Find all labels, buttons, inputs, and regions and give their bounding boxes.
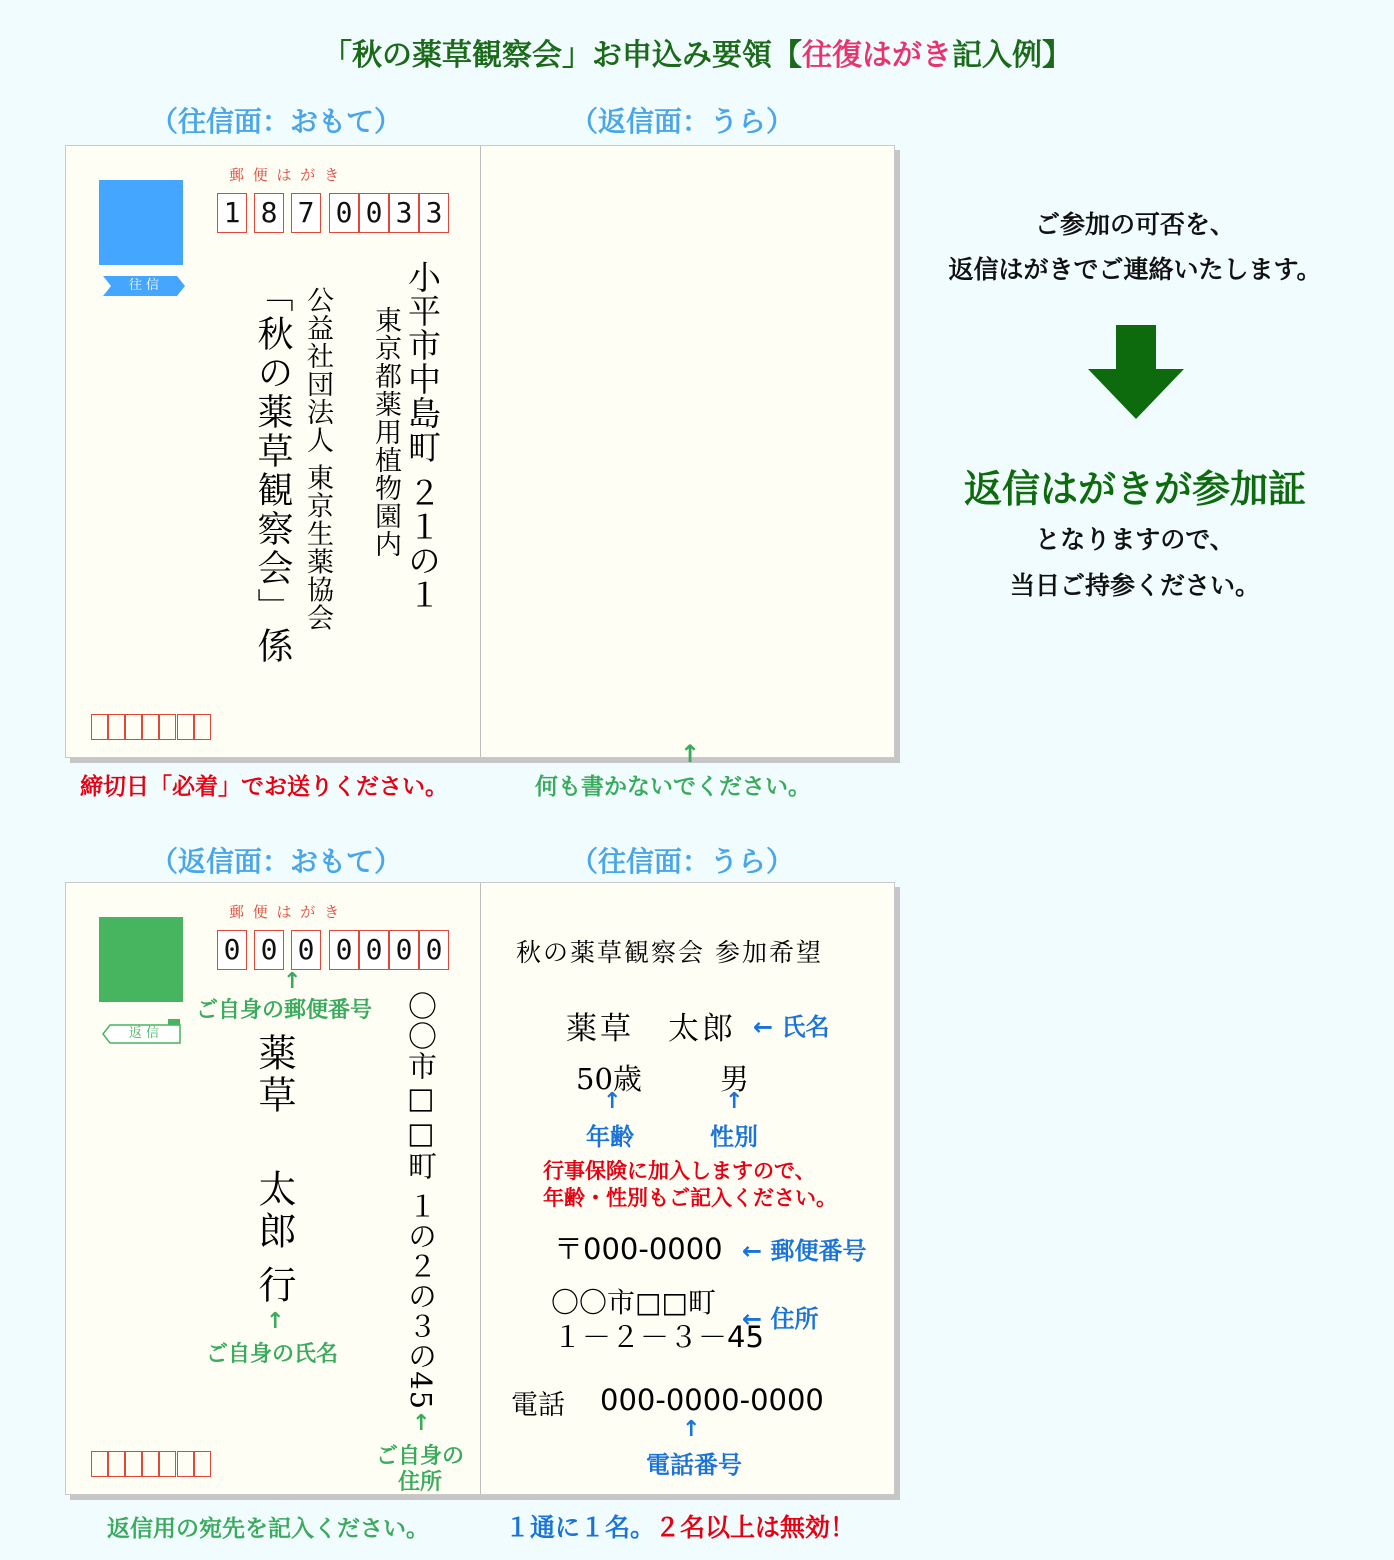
- phone-arrow: ↑: [682, 1417, 701, 1442]
- back-zip: 〒000-0000: [554, 1232, 723, 1266]
- side-line4: 当日ご持参ください。: [1009, 571, 1260, 600]
- zip-box: [91, 1451, 108, 1477]
- address-line1: 小平市中島町 ２１の１: [403, 260, 442, 612]
- zip-digit: 1: [217, 193, 247, 233]
- stamp-icon: [99, 917, 183, 1002]
- sender-zip-boxes: [91, 714, 213, 742]
- bottom-note-left: 返信用の宛先を記入ください。: [107, 1516, 429, 1542]
- zip-box: [194, 1451, 211, 1477]
- zip-digit: 0: [217, 930, 247, 970]
- org-name: 公益社団法人 東京生薬協会: [302, 286, 333, 632]
- zip-box: [125, 1451, 142, 1477]
- postcard-outgoing-front: [65, 145, 895, 758]
- sex-label: 性別: [710, 1123, 758, 1151]
- insurance-note2: 年齢・性別もご記入ください。: [543, 1186, 837, 1210]
- blank-note: 何も書かないでください。: [535, 774, 811, 800]
- side-line2: 返信はがきでご連絡いたします。: [948, 255, 1322, 284]
- zip-box: [142, 1451, 159, 1477]
- side-line3: となりますので、: [1035, 525, 1235, 554]
- address-note2: 住所: [398, 1470, 443, 1495]
- postcard-label: 郵 便 は が き: [229, 166, 342, 184]
- stamp-tag-label: 往 信: [128, 278, 160, 293]
- zip-box: [177, 714, 194, 740]
- zip-digit: 0: [254, 930, 284, 970]
- address-note1: ご自身の: [376, 1444, 465, 1469]
- reply-name-suffix: 行: [252, 1265, 296, 1303]
- deadline-note: 締切日「必着」でお送りください。: [80, 774, 448, 800]
- title-prefix: 「秋の薬草観察会」お申込み要領【: [322, 38, 802, 73]
- back-sex: 男: [720, 1062, 750, 1096]
- reply-name-family: 薬草: [252, 1033, 296, 1117]
- name-label: ← 氏名: [753, 1013, 830, 1041]
- phone-label-text: 電話: [511, 1390, 565, 1421]
- zip-digit: 0: [291, 930, 321, 970]
- zip-label: ← 郵便番号: [742, 1237, 867, 1265]
- phone-note: 電話番号: [646, 1451, 742, 1479]
- recipient-name: 「秋の薬草観察会」係: [252, 276, 293, 666]
- section-label-bottom-right: （往信面：うら）: [570, 845, 795, 878]
- zip-digit: 3: [389, 193, 419, 233]
- zip-digit: 3: [419, 193, 449, 233]
- zip-box: [159, 1451, 176, 1477]
- stamp-tag-label: 返 信: [128, 1026, 160, 1041]
- blank-arrow: ↑: [680, 740, 701, 768]
- page-title: [0, 30, 1394, 74]
- age-label: 年齢: [586, 1123, 634, 1151]
- postcard-label: 郵 便 は が き: [229, 903, 342, 921]
- zip-code-boxes: [217, 930, 457, 972]
- card-divider: [480, 883, 481, 1494]
- title-suffix: 記入例】: [952, 38, 1072, 73]
- postcard-reply-front: [65, 882, 895, 1495]
- zip-digit: 0: [419, 930, 449, 970]
- zip-box: [125, 714, 142, 740]
- address-arrow: ↑: [412, 1411, 431, 1436]
- section-label-top-left: （往信面：おもて）: [150, 105, 403, 138]
- card-divider: [480, 146, 481, 757]
- zip-digit: 0: [359, 193, 389, 233]
- reply-name-given: 太郎: [252, 1169, 296, 1253]
- zip-arrow: ↑: [283, 969, 302, 994]
- stamp-icon: [99, 180, 183, 265]
- zip-box: [159, 714, 176, 740]
- section-label-top-right: （返信面：うら）: [570, 105, 795, 138]
- back-address2: １－２－３－45: [553, 1320, 764, 1354]
- reply-address: 〇〇市□□町 １の２の３の45: [404, 991, 438, 1411]
- reply-tag-icon: [102, 1017, 182, 1045]
- bottom-note-blue: １通に１名。: [505, 1513, 656, 1542]
- zip-digit: 7: [291, 193, 321, 233]
- back-heading: 秋の薬草観察会 参加希望: [516, 938, 823, 967]
- zip-digit: 0: [389, 930, 419, 970]
- zip-note: ご自身の郵便番号: [196, 998, 373, 1023]
- outgoing-tag-icon: [103, 276, 185, 296]
- zip-digit: 0: [329, 193, 359, 233]
- zip-digit: 8: [254, 193, 284, 233]
- zip-box: [91, 714, 108, 740]
- zip-box: [108, 1451, 125, 1477]
- name-arrow: ↑: [266, 1309, 285, 1334]
- back-phone: 000-0000-0000: [600, 1383, 824, 1417]
- down-arrow-icon: [1088, 325, 1184, 419]
- title-highlight: 往復はがき: [802, 38, 952, 73]
- back-address1: 〇〇市□□町: [551, 1286, 716, 1319]
- sex-arrow: ↑: [725, 1089, 744, 1114]
- age-arrow: ↑: [603, 1089, 622, 1114]
- name-note: ご自身の氏名: [206, 1342, 339, 1367]
- zip-box: [194, 714, 211, 740]
- back-name: 薬草 太郎: [566, 1011, 736, 1047]
- address-label: ← 住所: [742, 1305, 819, 1333]
- sender-zip-boxes: [91, 1451, 213, 1479]
- zip-digit: 0: [329, 930, 359, 970]
- zip-code-boxes: [217, 193, 457, 235]
- bottom-note-right: [505, 1508, 855, 1544]
- side-line1: ご参加の可否を、: [1034, 210, 1235, 239]
- zip-box: [108, 714, 125, 740]
- zip-box: [142, 714, 159, 740]
- back-age: 50歳: [576, 1062, 642, 1096]
- section-label-bottom-left: （返信面：おもて）: [150, 845, 403, 878]
- zip-box: [177, 1451, 194, 1477]
- zip-digit: 0: [359, 930, 389, 970]
- bottom-note-red: ２名以上は無効！: [655, 1513, 856, 1542]
- side-highlight: 返信はがきが参加証: [963, 467, 1306, 511]
- insurance-note1: 行事保険に加入しますので、: [543, 1159, 816, 1183]
- address-line2: 東京都薬用植物園内: [370, 306, 401, 558]
